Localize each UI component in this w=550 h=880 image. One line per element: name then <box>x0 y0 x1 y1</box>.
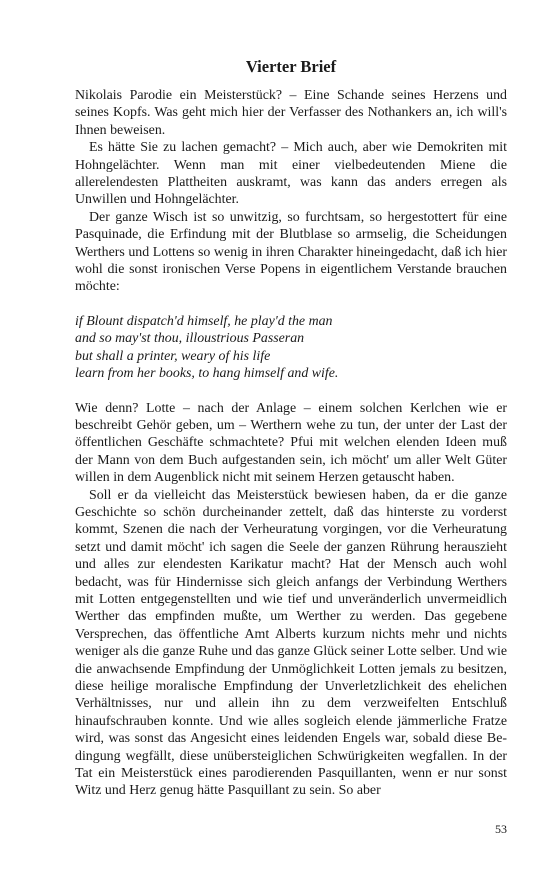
verse-line-3: but shall a printer, weary of his life <box>75 348 271 364</box>
verse-line-4: learn from her books, to hang himself and wife. <box>75 366 339 382</box>
paragraph-1: Nikolais Parodie ein Meisterstück? – Eine Schande seines Herzens und seines Kopfs. Was geht mich hier der Verfasser des Nothankers an, ich will's Ihnen beweisen. <box>75 88 507 138</box>
paragraph-3: Der ganze Wisch ist so unwitzig, so furchtsam, so hergestottert für eine Pasquinade, die Erfindung mit der Blutblase so armselig, die Scheidungen Werthers und Lottens so wenig in ihren Charakter hineingedacht, daß ich hier wohl die sonst ironischen Verse Popens in eigentlichem Verstande brauchen möchte: <box>75 209 507 295</box>
page-body <box>75 56 507 800</box>
paragraph-4: Wie denn? Lotte – nach der Anlage – einem solchen Kerlchen wie er beschreibt Gehör geben, um – Werthern wehe zu tun, der unter der Last der öffentlichen Geschäfte schmachtete? Pfui mit welchen elenden Ideen muß der Mann von dem Buch aufgestanden sein, ich möcht' um aller Welt Güter willen in dem Augenblick nicht mit seinem Herzen getauscht haben. <box>75 400 507 486</box>
paragraph-2: Es hätte Sie zu lachen gemacht? – Mich auch, aber wie Demokriten mit Hohngelächter. Wenn man mit einer vielbedeutenden Miene die allerelendesten Plattheiten auskramt, was kann das anders erregen als Unwillen und Hohngelächter. <box>75 140 507 208</box>
page-number: 53 <box>495 822 507 836</box>
letter-title: Vierter Brief <box>245 57 337 76</box>
paragraph-5: Soll er da vielleicht das Meisterstück bewiesen haben, da er die ganze Geschichte so schön durcheinander zettelt, daß das hinterste zu vorderst kommt, Szenen die nach der Verheuratung vorgingen, vor die Verheuratung setzt und damit möcht' ich sagen die Seele der ganzen Rührung herauszieht und alles zur elendesten Karikatur macht? Hat der Mensch auch wohl bedacht, was für Hindernisse sich gleich anfangs der Verbindung Werthers mit Lotten entgegenstellten und wie tief und unveränderlich unvermeidlich Werther das empfinden mußte, um Werther zu werden. Das gegebene Versprechen, das öffentliche Amt Alberts kurzum nichts mehr und nichts weniger als die ganze Ruhe und das ganze Glück seiner Lotte selber. Und wie die anwachsende Empfindung der Unmöglichkeit Lotten jemals zu besitzen, diese heilige moralische Empfindung der Unverletzlichkeit des ehelichen Verhältnisses, nur und allein ihn zu dem verzweifelten Entschluß hinaufschrauben konnte. Und wie alles sogleich elende jämmerliche Fratze wird, was sonst das Angesicht eines leidenden Engels war, sobald diese Bedingung wegfällt, diese unübersteiglichen Schwürigkeiten wegfallen. In der Tat ein Meisterstück eines parodierenden Pasquillanten, wenn er nur sonst Witz und Herz genug hätte Pasquillant zu sein. So aber <box>75 487 508 799</box>
verse-quotation <box>75 313 507 383</box>
verse-line-2: and so may'st thou, illoustrious Passeran <box>75 331 305 347</box>
verse-line-1: if Blount dispatch'd himself, he play'd the man <box>75 313 333 329</box>
